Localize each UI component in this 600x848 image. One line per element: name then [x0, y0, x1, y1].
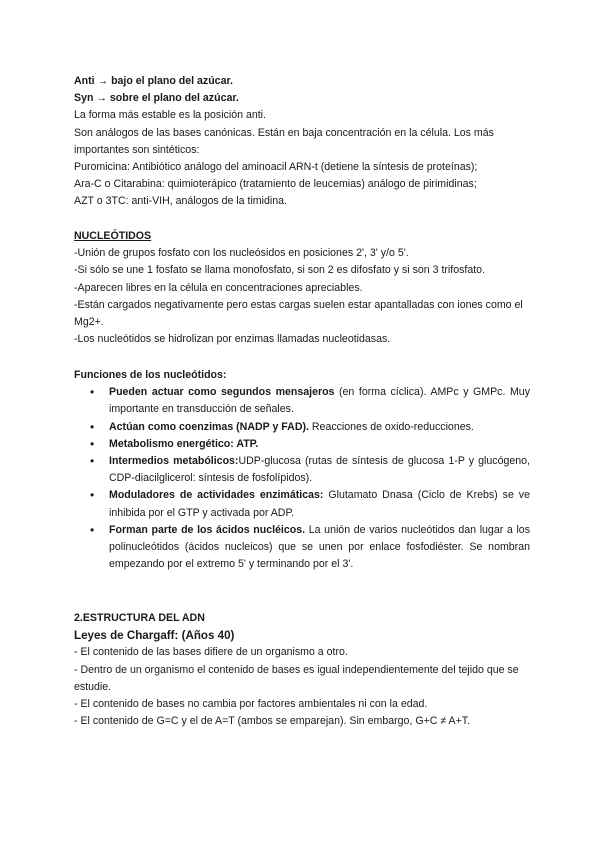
bullet-icon: • — [90, 419, 95, 434]
bullet-icon: • — [90, 488, 95, 503]
bullet-icon: • — [90, 436, 95, 451]
funciones-list — [74, 384, 530, 573]
section-heading: Funciones de los nucleótidos: — [74, 369, 227, 381]
syn-definition: Syn → sobre el plano del azúcar. — [74, 92, 239, 105]
list-item — [74, 522, 530, 574]
item-label: Forman parte de los ácidos nucléicos. — [109, 523, 306, 536]
chargaff-heading: Leyes de Chargaff: (Años 40) — [74, 629, 235, 643]
nucleotidos-line: -Están cargados negativamente pero estas cargas suelen estar apantalladas con iones como el Mg2+. — [74, 298, 523, 329]
item-label: Moduladores de actividades enzimáticas: — [109, 489, 324, 502]
intro-line: Son análogos de las bases canónicas. Están en baja concentración en la célula. Los más importantes son sintéticos: — [74, 126, 494, 156]
bullet-icon: • — [90, 454, 95, 469]
nucleotidos-line: -Unión de grupos fosfato con los nucleósidos en posiciones 2', 3' y/o 5'. — [74, 247, 409, 260]
bullet-icon: • — [90, 385, 95, 400]
nucleotidos-section — [74, 228, 530, 348]
section-heading: 2.ESTRUCTURA DEL ADN — [74, 612, 205, 624]
chargaff-line: - Dentro de un organismo el contenido de bases es igual independientemente del tejido que se estudie. — [74, 663, 519, 693]
chargaff-line: - El contenido de G=C y el de A=T (ambos se emparejan). Sin embargo, G+C ≠ A+T. — [74, 715, 471, 728]
item-text: (en forma cíclica). AMPc y GMPc. Muy importante en transducción de señales. — [109, 386, 530, 416]
intro-line: AZT o 3TC: anti-VIH, análogos de la timidina. — [74, 195, 287, 208]
intro-line: Ara-C o Citarabina: quimioterápico (tratamiento de leucemias) análogo de pirimidinas; — [74, 178, 477, 191]
list-item — [74, 487, 530, 521]
list-item — [74, 384, 530, 418]
nucleotidos-line: -Los nucleótidos se hidrolizan por enzimas llamadas nucleotidasas. — [74, 333, 391, 346]
section-heading: NUCLEÓTIDOS — [74, 230, 152, 242]
item-label: Pueden actuar como segundos mensajeros — [109, 386, 335, 399]
item-text: UDP-glucosa (rutas de síntesis de glucosa 1-P y glucógeno, CDP-diacilglicerol: síntesis de fosfolípidos). — [109, 455, 530, 485]
item-label: Metabolismo energético: ATP. — [109, 437, 259, 450]
funciones-section — [74, 367, 530, 573]
chargaff-line: - El contenido de bases no cambia por factores ambientales ni con la edad. — [74, 698, 428, 711]
item-text: Glutamato Dnasa (Ciclo de Krebs) se ve inhibida por el GTP y activada por ADP. — [109, 489, 530, 519]
item-text: Reacciones de oxido-reducciones. — [308, 420, 474, 433]
item-text: La unión de varios nucleótidos dan lugar a los polinucleótidos (ácidos nucleicos) que se unen por enlace fosfodiéster. Se nombran empezando por el extremo 5' y terminando por el 3'. — [109, 523, 530, 571]
adn-section — [74, 610, 530, 730]
nucleotidos-line: -Aparecen libres en la célula en concentraciones apreciables. — [74, 281, 363, 294]
intro-line: Puromicina: Antibiótico análogo del aminoacil ARN-t (detiene la síntesis de proteínas); — [74, 161, 478, 174]
chargaff-line: - El contenido de las bases difiere de un organismo a otro. — [74, 646, 348, 659]
intro-section — [74, 73, 530, 211]
list-item — [74, 436, 530, 453]
bullet-icon: • — [90, 522, 95, 537]
anti-definition: Anti → bajo el plano del azúcar. — [74, 75, 233, 87]
list-item — [74, 453, 530, 487]
list-item — [74, 419, 530, 436]
item-label: Actúan como coenzimas (NADP y FAD). — [109, 420, 309, 433]
nucleotidos-line: -Si sólo se une 1 fosfato se llama monofosfato, si son 2 es difosfato y si son 3 trifosfato. — [74, 264, 486, 277]
item-label: Intermedios metabólicos: — [109, 455, 239, 468]
intro-line: La forma más estable es la posición anti. — [74, 109, 266, 122]
